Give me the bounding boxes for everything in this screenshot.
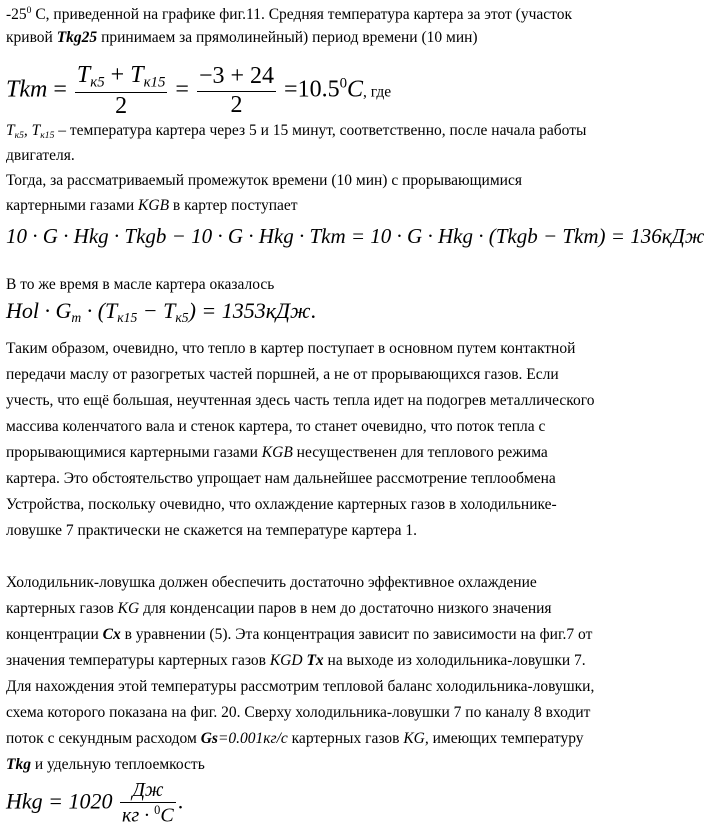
- text-line: картера. Это обстоятельство упрощает нам дальнейшее рассмотрение теплообмена: [6, 470, 556, 487]
- formula-heat-inflow: 10 · G · Hkg · Tkgb − 10 · G · Hkg · Tkm = 10 · G · Hkg · (Tkgb − Tkm) = 136кДж: [6, 224, 704, 248]
- text-line: концентрации Cx в уравнении (5). Эта концентрация зависит по зависимости на фиг.7 от: [6, 626, 593, 643]
- text-line: ловушке 7 практически не скажется на температуре картера 1.: [6, 522, 418, 539]
- text-line: кривой Tkg25 принимаем за прямолинейный) период времени (10 мин): [6, 29, 478, 46]
- formula-average-temperature: Tkm = $\frac{T_{к5} + T_{к15}}{2}$ = $\frac{-3 + 24}{2}$ $=10.5^0C$, где: [6, 62, 392, 119]
- text-line: В то же время в масле картера оказалось: [6, 276, 275, 293]
- text-line: прорывающимися картерными газами KGB несущественен для теплового режима: [6, 444, 548, 461]
- text-line: Тогда, за рассматриваемый промежуток времени (10 мин) с прорывающимися: [6, 172, 522, 189]
- fraction: $\frac{T_{к5} + T_{к15}}{2}$: [76, 62, 166, 119]
- text-line: значения температуры картерных газов KGD Tx на выходе из холодильника-ловушки 7.: [6, 652, 586, 669]
- text-line: поток с секундным расходом Gs=0.001кг/с картерных газов KG, имеющих температуру: [6, 730, 584, 747]
- text-line: Холодильник-ловушка должен обеспечить достаточно эффективное охлаждение: [6, 574, 537, 591]
- text-line: Устройства, поскольку очевидно, что охлаждение картерных газов в холодильнике-: [6, 496, 557, 513]
- fraction: $\frac{Дж}{кг \cdot ^0C}$: [122, 779, 174, 827]
- text-line: двигателя.: [6, 147, 75, 164]
- text-line: картерными газами KGB в картер поступает: [6, 197, 298, 214]
- fraction: $\frac{-3 + 24}{2}$: [198, 62, 275, 118]
- formula-oil-heat: Hol · $G_m \cdot (T_{к15} - T_{к5}) = 1353кДж$.: [6, 298, 317, 326]
- text-line: Tkg и удельную теплоемкость: [6, 756, 205, 773]
- text-line: Для нахождения этой температуры рассмотрим тепловой баланс холодильника-ловушки,: [6, 678, 595, 695]
- text-line: Таким образом, очевидно, что тепло в картер поступает в основном путем контактной: [6, 340, 576, 357]
- text-line: картерных газов KG для конденсации паров в нем до достаточно низкого значения: [6, 600, 552, 617]
- text-line: учесть, что ещё большая, неучтенная здесь часть тепла идет на подогрев металлического: [6, 392, 595, 409]
- text-line: $Т_{к5}$, $Т_{к15}$ – температура картера через 5 и 15 минут, соответственно, после начала работы: [6, 122, 587, 141]
- text-line: $-25^0$ С, приведенной на графике фиг.11. Средняя температура картера за этот (участок: [6, 5, 572, 23]
- text-line: массива коленчатого вала и стенок картера, то станет очевидно, что поток тепла с: [6, 418, 546, 435]
- text-line: передачи маслу от разогретых частей поршней, а не от прорывающихся газов. Если: [6, 366, 559, 383]
- text-line: схема которого показана на фиг. 20. Сверху холодильника-ловушки 7 по каналу 8 входит: [6, 704, 591, 721]
- formula-specific-heat: Hkg = 1020 $\frac{Дж}{кг \cdot ^0C}$ .: [6, 779, 184, 827]
